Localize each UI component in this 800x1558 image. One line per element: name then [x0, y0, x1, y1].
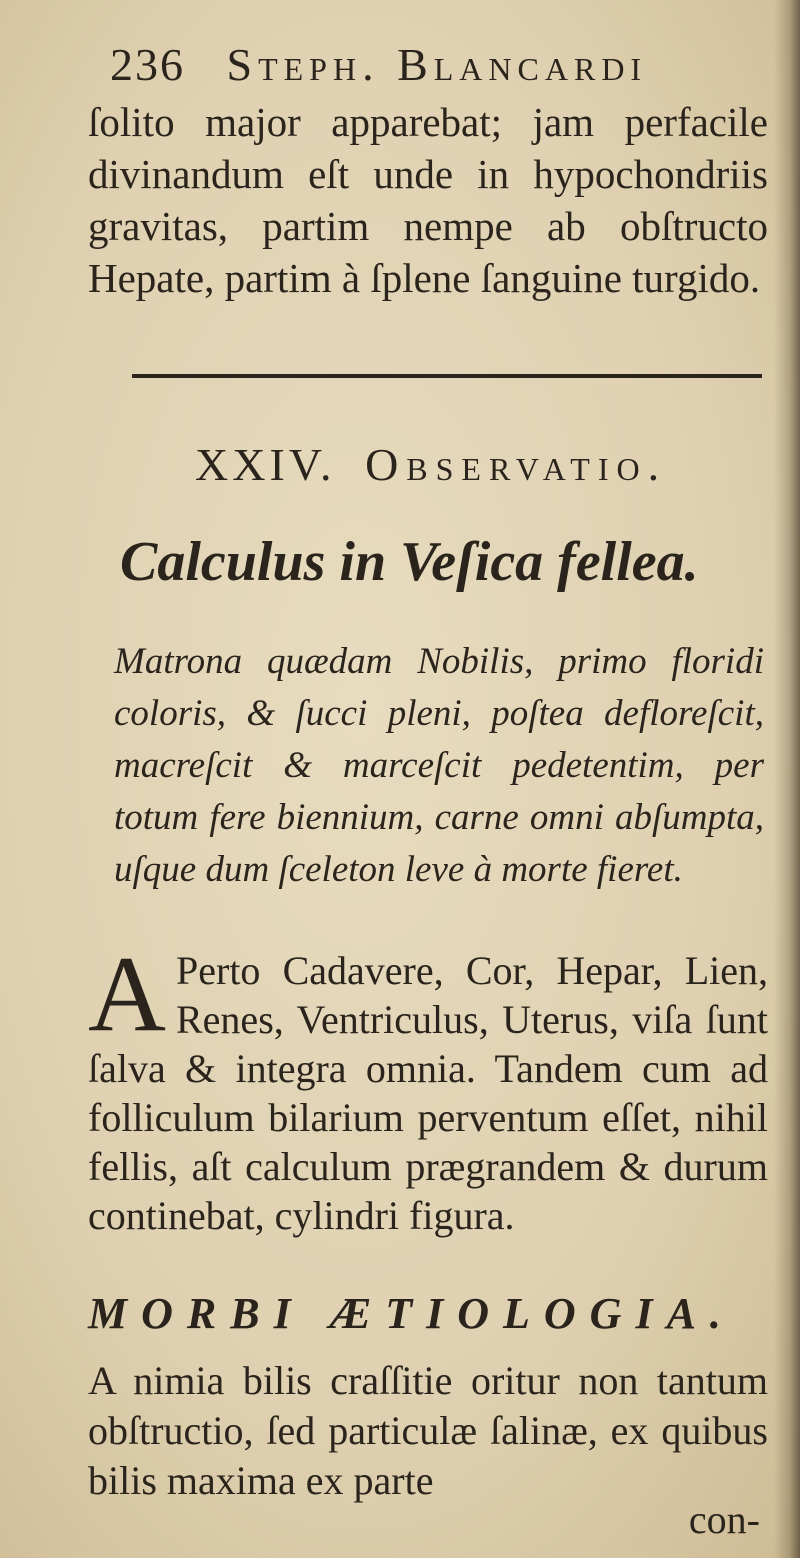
page-gutter-shadow	[774, 0, 800, 1558]
etiology-heading: MORBI ÆTIOLOGIA.	[88, 1289, 735, 1338]
observation-label: Observatio.	[365, 439, 668, 490]
observation-number: XXIV.	[195, 439, 336, 490]
continuation-paragraph: ſolito major apparebat; jam perfacile divinandum eſt unde in hypochondriis gravitas, partim nempe ab obſtructo Hepate, partim à ſplene ſanguine turgido.	[88, 99, 768, 301]
etiology-paragraph: A nimia bilis craſſitie oritur non tantum obſtructio, ſed particulæ ſalinæ, ex quibus bilis maxima ex parte	[88, 1358, 768, 1503]
catchword: con-	[688, 1497, 760, 1542]
case-summary: Matrona quædam Nobilis, primo floridi coloris, & ſucci pleni, poſtea defloreſcit, macreſcit & marceſcit pedetentim, per totum fere biennium, carne omni abſumpta, uſque dum ſceleton leve à morte fieret.	[114, 641, 764, 890]
autopsy-paragraph	[88, 935, 768, 1240]
autopsy-text: Perto Cadavere, Cor, Hepar, Lien, Renes, Ventriculus, Uterus, viſa ſunt ſalva & integra omnia. Tandem cum ad folliculum bilarium perventum eſſet, nihil fellis, aſt calculum prægrandem & durum continebat, cylindri figura.	[88, 948, 768, 1238]
observation-heading	[195, 438, 755, 491]
running-title: Steph. Blancardi	[226, 39, 648, 90]
observation-title: Calculus in Veſica fellea.	[120, 531, 699, 593]
drop-cap: A	[88, 935, 166, 1054]
page-header	[110, 38, 730, 91]
page-number: 236	[110, 39, 185, 90]
section-divider	[132, 374, 762, 378]
